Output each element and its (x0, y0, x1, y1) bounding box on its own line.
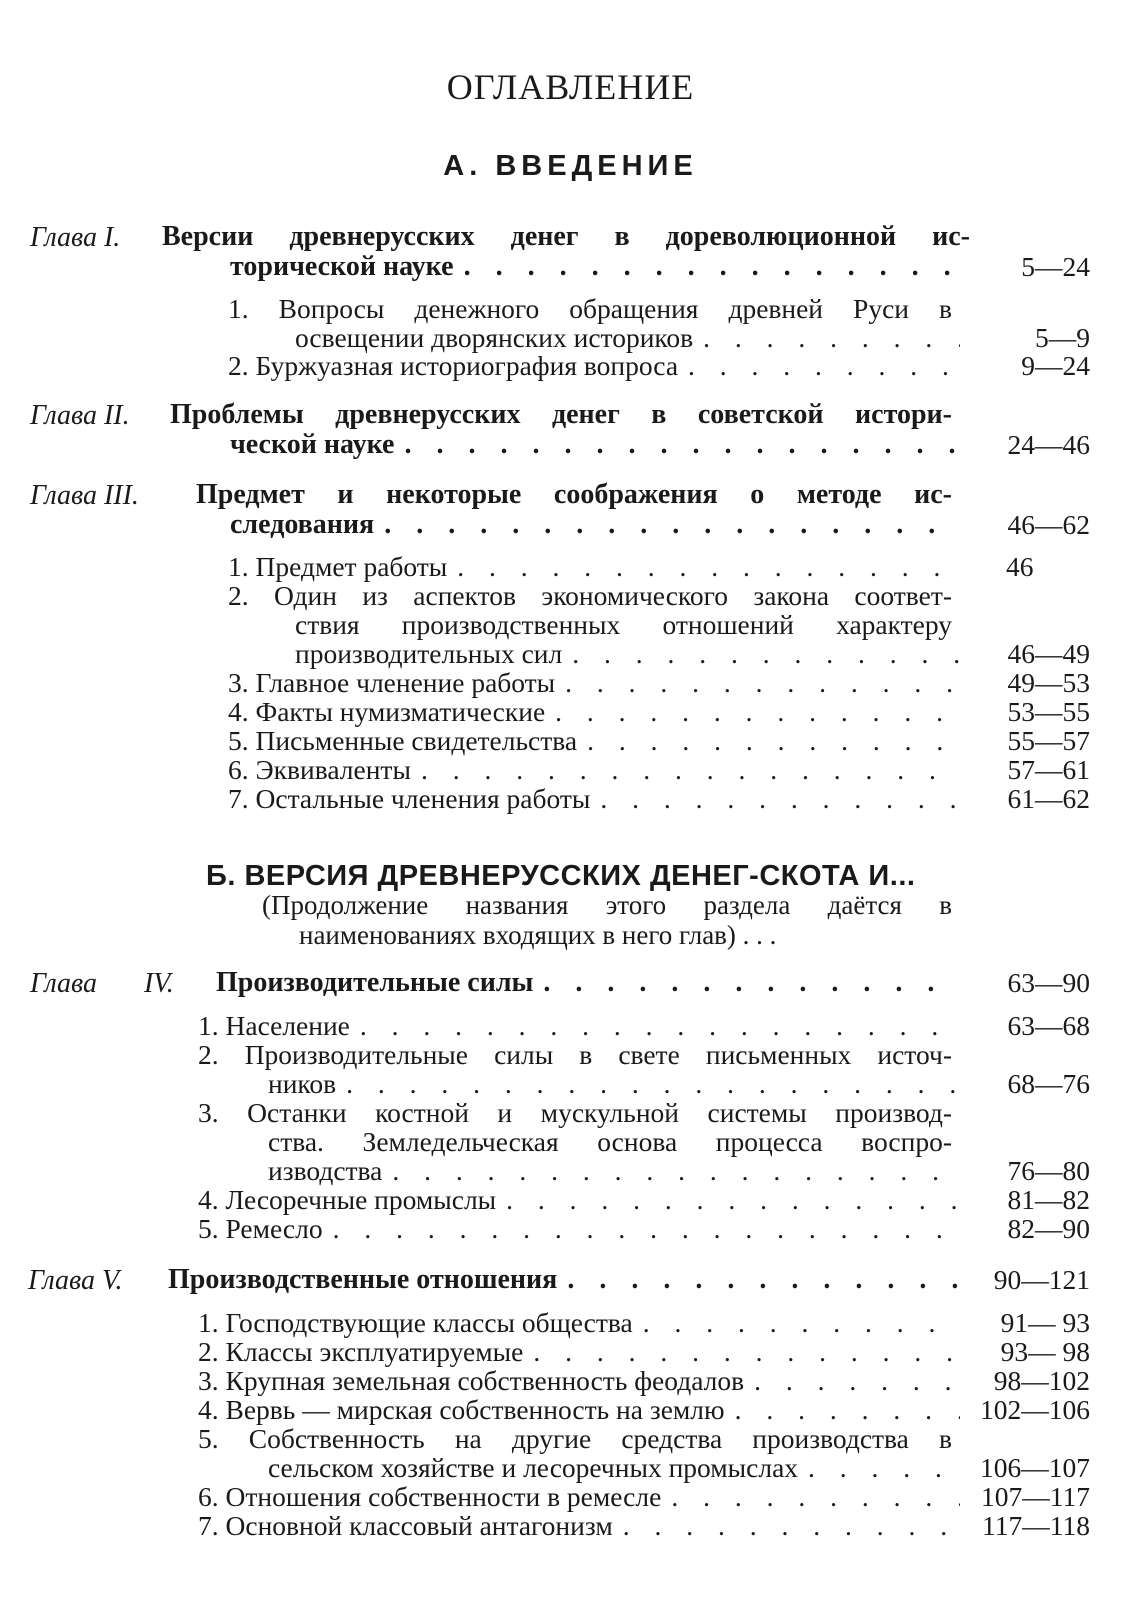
chapter-4-item-3-line2: ства. Земледельческая основа процесса воспро- (268, 1126, 952, 1157)
chapter-5-item-4-pages: 102—106 (980, 1394, 1090, 1425)
chapter-1-item-1-line1: 1. Вопросы денежного обращения древней Руси в (228, 293, 952, 324)
chapter-4-item-3-line3: изводства . . . (268, 1156, 960, 1186)
chapter-5-item-2: 2. Классы эксплуатируемые . . . (198, 1337, 960, 1367)
chapter-2-label: Глава II. (30, 400, 130, 431)
chapter-5-item-5-line1: 5. Собственность на другие средства производства в (198, 1423, 952, 1454)
chapter-5-pages: 90—121 (993, 1264, 1090, 1295)
chapter-3-item-6-pages: 57—61 (1007, 754, 1090, 785)
chapter-3-item-3: 3. Главное членение работы . . . (228, 668, 960, 698)
chapter-5-title: Производственные отношения . . . (168, 1265, 960, 1295)
chapter-4-item-5-pages: 82—90 (1007, 1213, 1090, 1244)
chapter-3-item-4: 4. Факты нумизматические . . . (228, 697, 960, 727)
chapter-3-item-7-pages: 61—62 (1007, 783, 1090, 814)
section-b-heading: Б. ВЕРСИЯ ДРЕВНЕРУССКИХ ДЕНЕГ-СКОТА И... (206, 860, 916, 892)
chapter-1-item-1-pages: 5—9 (1035, 322, 1090, 353)
chapter-5-item-1-pages: 91— 93 (1000, 1307, 1090, 1338)
chapter-5-item-6: 6. Отношения собственности в ремесле . . . (198, 1482, 960, 1512)
chapter-4-pages: 63—90 (1007, 967, 1090, 998)
chapter-5-item-1: 1. Господствующие классы общества . . . (198, 1308, 960, 1338)
chapter-3-title-line2: следования . . . (230, 510, 960, 540)
chapter-5-item-2-pages: 93— 98 (1000, 1336, 1090, 1367)
section-b-note-line1: (Продолжение названия этого раздела даётся в (262, 890, 952, 920)
chapter-4-item-1-pages: 63—68 (1007, 1010, 1090, 1041)
chapter-1-pages: 5—24 (1021, 251, 1090, 282)
chapter-4-item-2-line1: 2. Производительные силы в свете письменных источ- (198, 1039, 952, 1070)
chapter-1-item-2-pages: 9—24 (1021, 350, 1090, 381)
chapter-3-label: Глава III. (30, 480, 139, 511)
chapter-3-item-1: 1. Предмет работы . . . (228, 552, 960, 582)
chapter-3-item-2-line3: производительных сил . . . (295, 639, 960, 669)
chapter-1-title-line2: торической науке . . . (230, 252, 960, 282)
chapter-3-item-2-pages: 46—49 (1007, 638, 1090, 669)
chapter-5-item-7-pages: 117—118 (982, 1510, 1090, 1541)
chapter-3-item-2-line2: ствия производственных отношений характеру (295, 609, 952, 640)
chapter-4-item-2-pages: 68—76 (1007, 1068, 1090, 1099)
page-title: ОГЛАВЛЕНИЕ (446, 67, 695, 107)
chapter-5-item-6-pages: 107—117 (981, 1481, 1090, 1512)
chapter-5-item-3-pages: 98—102 (993, 1365, 1090, 1396)
chapter-2-title-line1: Проблемы древнерусских денег в советской истори- (170, 399, 952, 430)
chapter-1-item-1-line2: освещении дворянских историков . . . (295, 323, 960, 353)
chapter-4-label: Глава IV. (30, 968, 174, 999)
chapter-3-pages: 46—62 (1007, 509, 1090, 540)
chapter-2-pages: 24—46 (1007, 429, 1090, 460)
chapter-3-item-3-pages: 49—53 (1007, 667, 1090, 698)
chapter-5-item-3: 3. Крупная земельная собственность феодалов . . . (198, 1366, 960, 1396)
chapter-1-title-line1: Версии древнерусских денег в дореволюционной ис- (162, 221, 970, 252)
chapter-4-item-5: 5. Ремесло . . . (198, 1214, 960, 1244)
chapter-2-title-line2: ческой науке . . . (230, 430, 960, 460)
chapter-3-item-2-line1: 2. Один из аспектов экономического закона соответ- (228, 580, 952, 611)
section-b-note (262, 890, 952, 950)
chapter-4-item-3-pages: 76—80 (1007, 1155, 1090, 1186)
chapter-3-title-line1: Предмет и некоторые соображения о методе ис- (196, 479, 952, 510)
chapter-1-item-2: 2. Буржуазная историография вопроса . . . (228, 351, 960, 381)
section-a-heading: А. ВВЕДЕНИЕ (443, 150, 698, 182)
chapter-5-item-4: 4. Вервь — мирская собственность на землю . . . (198, 1395, 960, 1425)
chapter-4-item-3-line1: 3. Останки костной и мускульной системы производ- (198, 1097, 952, 1128)
chapter-5-item-5-line2: сельском хозяйстве и лесоречных промыслах . . . (268, 1453, 960, 1483)
chapter-3-item-4-pages: 53—55 (1007, 696, 1090, 727)
chapter-4-item-4: 4. Лесоречные промыслы . . . (198, 1185, 960, 1215)
chapter-4-item-4-pages: 81—82 (1007, 1184, 1090, 1215)
chapter-5-item-7: 7. Основной классовый антагонизм . . . (198, 1511, 960, 1541)
chapter-3-item-7: 7. Остальные членения работы . . . (228, 784, 960, 814)
chapter-3-item-5: 5. Письменные свидетельства . . . (228, 726, 960, 756)
chapter-1-label: Глава I. (30, 222, 121, 253)
chapter-5-item-5-pages: 106—107 (980, 1452, 1090, 1483)
chapter-5-label: Глава V. (28, 1265, 123, 1296)
section-b-note-line2: наименованиях входящих в него глав) . . . (299, 920, 777, 950)
chapter-4-title: Производительные силы . . . (216, 968, 960, 998)
chapter-3-item-1-pages: 46 (1006, 551, 1034, 582)
chapter-3-item-6: 6. Эквиваленты . . . (228, 755, 960, 785)
chapter-3-item-5-pages: 55—57 (1007, 725, 1090, 756)
chapter-4-item-2-line2: ников . . . (268, 1069, 960, 1099)
chapter-4-item-1: 1. Население . . . (198, 1011, 960, 1041)
